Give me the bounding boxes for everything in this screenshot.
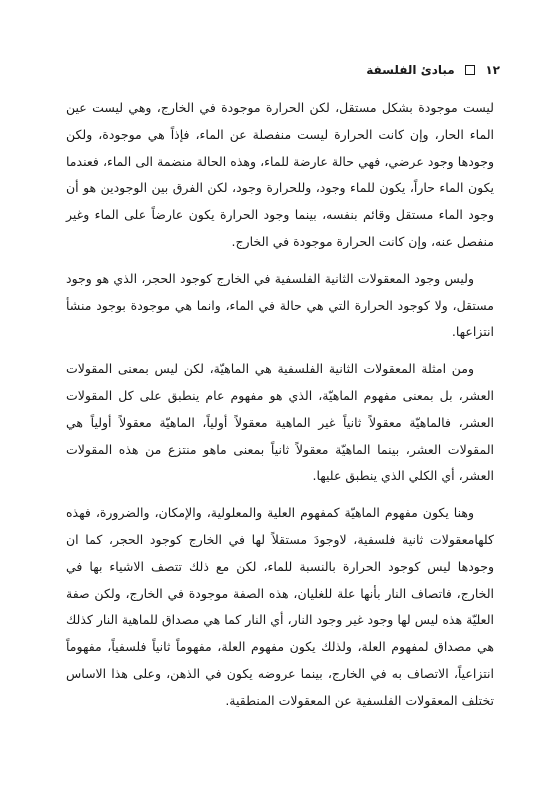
- square-outline-icon: [465, 65, 475, 75]
- paragraph: ليست موجودة بشكل مستقل، لكن الحرارة موجودة في الخارج، وهي ليست عين الماء الحار، وإن كانت الحرارة ليست منفصلة عن الماء، فإذاً هي موجودة، ولكن وجودها وجود عرضي، فهي حالة عارضة للماء، وهذه الحالة منضمة الى الماء، فعندما يكون الماء حاراً، يكون للماء وجود، وللحرارة وجود، لكن الفرق بين الوجودين هو أن وجود الماء مستقل وقائم بنفسه، بينما وجود الحرارة يكون عارضاً على الماء وغير منفصل عنه، وإن كانت الحرارة موجودة في الخارج.: [66, 100, 494, 249]
- paragraph: ومن امثلة المعقولات الثانية الفلسفية هي الماهيّة، لكن ليس بمعنى المقولات العشر، بل بمعنى مفهوم الماهيّة، الذي هو مفهوم عام ينطبق على كل المقولات العشر، فالماهيّة معقولاً ثانياً غير الماهية معقولاً أولياً، الماهيّة معقولاً أولياً هي المقولات العشر، بينما الماهيّة معقولاً ثانياً بمعنى ماهو منتزع من هذه المقولات العشر، أي الكلي الذي ينطبق عليها.: [66, 361, 494, 484]
- paragraph: وليس وجود المعقولات الثانية الفلسفية في الخارج كوجود الحجر، الذي هو وجود مستقل، ولا كوجود الحرارة التي هي حالة في الماء، وانما هي موجودة بوجود منشأ انتزاعها.: [66, 270, 494, 340]
- page-number: ١٢: [485, 63, 500, 77]
- book-title: مبادئ الفلسفة: [366, 63, 455, 77]
- page-header: [60, 60, 500, 80]
- paragraph: وهنا يكون مفهوم الماهيّة كمفهوم العلية والمعلولية، والإمكان، والضرورة، فهذه كلهامعقولات ثانية فلسفية، لاوجودَ مستقلاً لها في الخارج كوجود الحجر، كما ان وجودها ليس كوجود الحرارة بالنسبة للماء، لكن مع ذلك تتصف الاشياء بها في الخارج، فاتصاف النار بأنها علة للغليان، هذه الصفة موجودة في الخارج، ولكن صفة العليّة هذه ليس لها وجود غير وجود النار، أي النار كما هي مصداق للماهية النار كذلك هي مصداق لمفهوم العلة، ولذلك يكون مفهوم العلة، مفهوماً ثانياً فلسفياً، مفهوماً انتزاعياً، الاتصاف به في الخارج، بينما عروضه يكون في الذهن، وعلى هذا الاساس تختلف المعقولات الفلسفية عن المعقولات المنطقية.: [66, 505, 494, 708]
- page-body: [66, 95, 494, 725]
